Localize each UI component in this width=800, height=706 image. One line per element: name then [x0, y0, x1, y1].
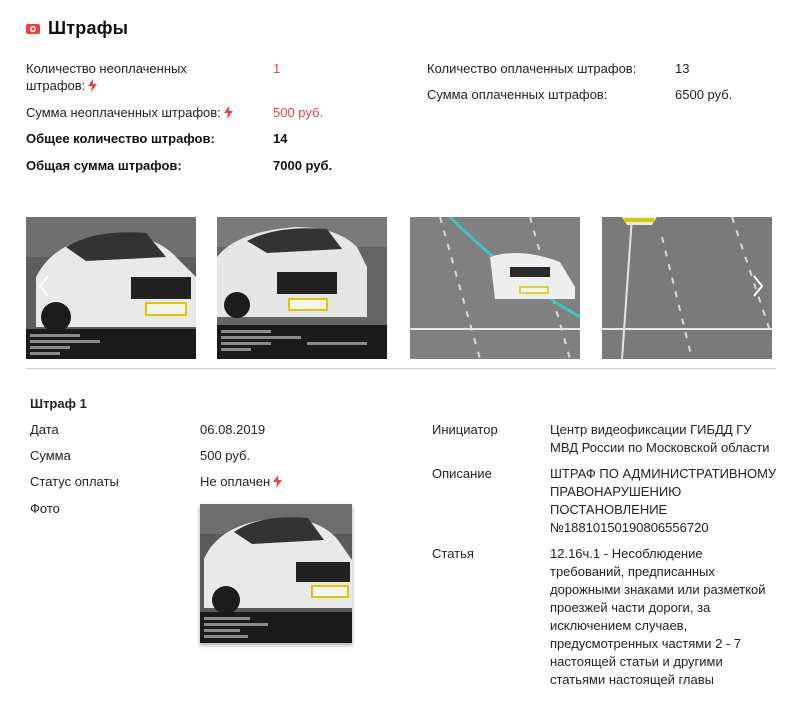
gallery-next-button[interactable] — [750, 271, 766, 301]
chevron-left-icon — [36, 271, 52, 301]
gallery-photo[interactable] — [217, 217, 387, 359]
fine-title: Штраф 1 — [30, 396, 87, 411]
total-count-value: 14 — [273, 131, 288, 146]
description-value: ШТРАФ ПО АДМИНИСТРАТИВНОМУ ПРАВОНАРУШЕНИЮ ПОСТАНОВЛЕНИЕ №18810150190806556720 — [550, 466, 777, 535]
fines-logo-icon — [26, 22, 40, 36]
amount-value: 500 руб. — [200, 448, 251, 463]
total-sum-value: 7000 руб. — [273, 158, 333, 173]
article-label: Статья — [432, 546, 474, 561]
section-divider — [26, 368, 776, 369]
description-label: Описание — [432, 466, 492, 481]
chevron-right-icon — [750, 271, 766, 301]
total-count-label: Общее количество штрафов: — [26, 131, 215, 146]
paid-sum-value: 6500 руб. — [675, 87, 733, 102]
photo-label: Фото — [30, 501, 60, 516]
unpaid-sum-label: Сумма неоплаченных штрафов: — [26, 104, 233, 121]
paid-count-value: 13 — [675, 61, 690, 76]
date-value: 06.08.2019 — [200, 422, 266, 437]
paid-count-label: Количество оплаченных штрафов: — [427, 61, 637, 76]
unpaid-count-label: Количество неоплаченных штрафов: — [26, 61, 187, 93]
status-value: Не оплачен — [200, 473, 282, 491]
total-sum-label: Общая сумма штрафов: — [26, 158, 182, 173]
lightning-icon — [224, 106, 233, 119]
unpaid-count-value: 1 — [273, 61, 281, 76]
unpaid-sum-value: 500 руб. — [273, 105, 324, 120]
gallery-prev-button[interactable] — [36, 271, 52, 301]
page-title: Штрафы — [48, 18, 129, 38]
lightning-icon — [273, 475, 282, 488]
date-label: Дата — [30, 422, 59, 437]
initiator-value: Центр видеофиксации ГИБДД ГУ МВД России по Московской области — [550, 422, 770, 455]
gallery-photo[interactable] — [410, 217, 580, 359]
amount-label: Сумма — [30, 448, 71, 463]
article-value: 12.16ч.1 - Несоблюдение требований, предписанных дорожными знаками или разметкой проезжей части дороги, за исключением случаев, предусмотренных частями 2 - 7 настоящей статьи и другими статьями настоящей главы — [550, 546, 766, 687]
paid-sum-label: Сумма оплаченных штрафов: — [427, 87, 608, 102]
photo-gallery — [26, 217, 776, 359]
gallery-photo[interactable] — [602, 217, 772, 359]
lightning-icon — [88, 79, 97, 92]
page-header — [26, 18, 128, 39]
fine-photo[interactable] — [200, 504, 352, 643]
fines-summary — [26, 60, 786, 180]
status-label: Статус оплаты — [30, 474, 119, 489]
initiator-label: Инициатор — [432, 422, 498, 437]
